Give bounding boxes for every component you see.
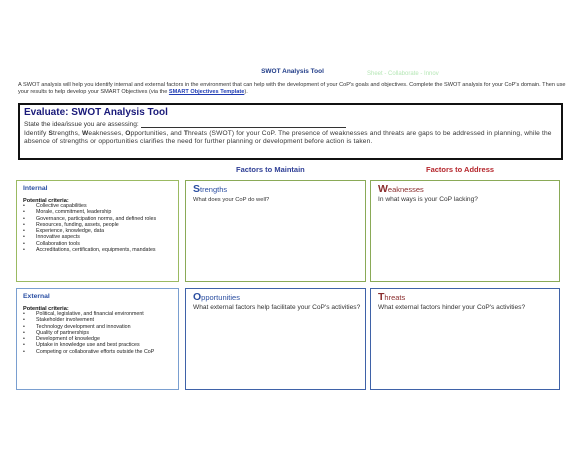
list-item-text: Collaboration tools xyxy=(36,240,80,247)
opportunities-heading xyxy=(193,291,240,303)
list-item-text: Governance, participation norms, and defined roles xyxy=(36,215,157,222)
bullet-icon: • xyxy=(23,323,25,330)
opportunities-label: pportunities xyxy=(201,293,240,302)
bullet-icon: • xyxy=(23,221,25,228)
opportunities-question: What external factors help facilitate your CoP's activities? xyxy=(193,304,361,311)
weaknesses-cell[interactable] xyxy=(370,180,560,282)
weaknesses-heading xyxy=(378,183,424,195)
list-item-text: Quality of partnerships xyxy=(36,329,89,336)
evaluate-box xyxy=(18,103,563,160)
desc-initial-s: S xyxy=(48,130,54,137)
list-item xyxy=(23,247,175,253)
bullet-icon: • xyxy=(23,234,25,241)
internal-heading: Internal xyxy=(23,185,48,192)
evaluate-heading: Evaluate: SWOT Analysis Tool xyxy=(24,107,168,118)
bullet-icon: • xyxy=(23,209,25,216)
bullet-icon: • xyxy=(23,228,25,235)
list-item-text: Stakeholder involvement xyxy=(36,317,95,324)
bullet-icon: • xyxy=(23,317,25,324)
bullet-icon: • xyxy=(23,342,25,349)
assess-label: State the idea/issue you are assessing: xyxy=(24,121,139,128)
list-item-text: Morale, commitment, leadership xyxy=(36,209,112,216)
desc-initial-t: T xyxy=(183,130,188,137)
bullet-icon: • xyxy=(23,247,25,254)
list-item-text: Resources, funding, assets, people xyxy=(36,221,119,228)
strengths-question: What does your CoP do well? xyxy=(193,197,270,203)
desc-part: Identify xyxy=(24,130,49,137)
assess-input-line[interactable] xyxy=(141,120,346,128)
internal-criteria-label: Potential criteria: xyxy=(23,198,69,204)
desc-part: pportunities, and xyxy=(130,130,184,137)
bullet-icon: • xyxy=(23,311,25,317)
desc-initial-w: W xyxy=(82,130,89,137)
intro-paragraph xyxy=(18,82,576,97)
list-item-text: Political, legislative, and financial environment xyxy=(36,311,144,317)
weaknesses-label: eaknesses xyxy=(387,185,424,194)
strengths-label: trengths xyxy=(200,185,228,194)
bullet-icon: • xyxy=(23,336,25,343)
list-item-text: Collective capabilities xyxy=(36,203,87,209)
threats-initial: T xyxy=(378,291,385,303)
list-item-text: Innovative aspects xyxy=(36,234,80,241)
external-heading: External xyxy=(23,293,50,300)
desc-part: trengths, xyxy=(53,130,83,137)
document-title: SWOT Analysis Tool xyxy=(261,68,324,75)
opportunities-cell[interactable] xyxy=(185,288,366,390)
list-item-text: Experience, knowledge, data xyxy=(36,228,105,235)
desc-initial-o: O xyxy=(125,130,131,137)
list-item-text: Competing or collaborative efforts outside the CoP xyxy=(36,348,155,355)
list-item-text: Technology development and innovation xyxy=(36,323,131,330)
bullet-icon: • xyxy=(23,348,25,355)
assess-prompt xyxy=(24,120,346,128)
weaknesses-initial: W xyxy=(378,183,388,195)
opportunities-initial: O xyxy=(193,291,202,303)
intro-end: ). xyxy=(244,89,248,96)
strengths-cell[interactable] xyxy=(185,180,366,282)
internal-criteria-list xyxy=(23,203,175,253)
list-item-text: Development of knowledge xyxy=(36,336,100,343)
bullet-icon: • xyxy=(23,215,25,222)
smart-objectives-link[interactable]: SMART Objectives Template xyxy=(168,89,245,96)
external-box xyxy=(16,288,179,390)
threats-cell[interactable] xyxy=(370,288,560,390)
desc-part: eaknesses, xyxy=(88,130,126,137)
threats-question: What external factors hinder your CoP's activities? xyxy=(378,304,526,311)
intro-text: A SWOT analysis will help you identify internal and external factors in the environment that can help with the development of your CoP's goals and objectives. Complete the SWOT analysis for your CoP's domain. Then use your results to help develop your SMART Objectives (via the xyxy=(18,82,566,96)
threats-heading xyxy=(378,291,405,303)
external-criteria-label: Potential criteria: xyxy=(23,306,69,312)
list-item-text: Accreditations, certification, equipments, mandates xyxy=(36,247,156,254)
weaknesses-question: In what ways is your CoP lacking? xyxy=(378,196,478,203)
strengths-heading xyxy=(193,183,227,195)
bullet-icon: • xyxy=(23,329,25,336)
bullet-icon: • xyxy=(23,203,25,209)
desc-part: hreats (SWOT) for your CoP. The presence of weaknesses and threats are gaps to be addressed in planning, while the absence of strengths or opportunities clarifies the need for further planning or development before action is taken. xyxy=(24,130,552,146)
watermark-text: Sheet - Collaborate - Innov xyxy=(367,71,439,77)
strengths-initial: S xyxy=(193,183,201,195)
column-heading-address: Factors to Address xyxy=(426,165,495,174)
list-item xyxy=(23,349,175,355)
column-heading-maintain: Factors to Maintain xyxy=(236,165,305,174)
bullet-icon: • xyxy=(23,240,25,247)
internal-box xyxy=(16,180,179,282)
evaluate-description xyxy=(24,130,554,147)
threats-label: hreats xyxy=(384,293,406,302)
list-item-text: Uptake in knowledge use and best practices xyxy=(36,342,140,349)
external-criteria-list xyxy=(23,311,175,355)
